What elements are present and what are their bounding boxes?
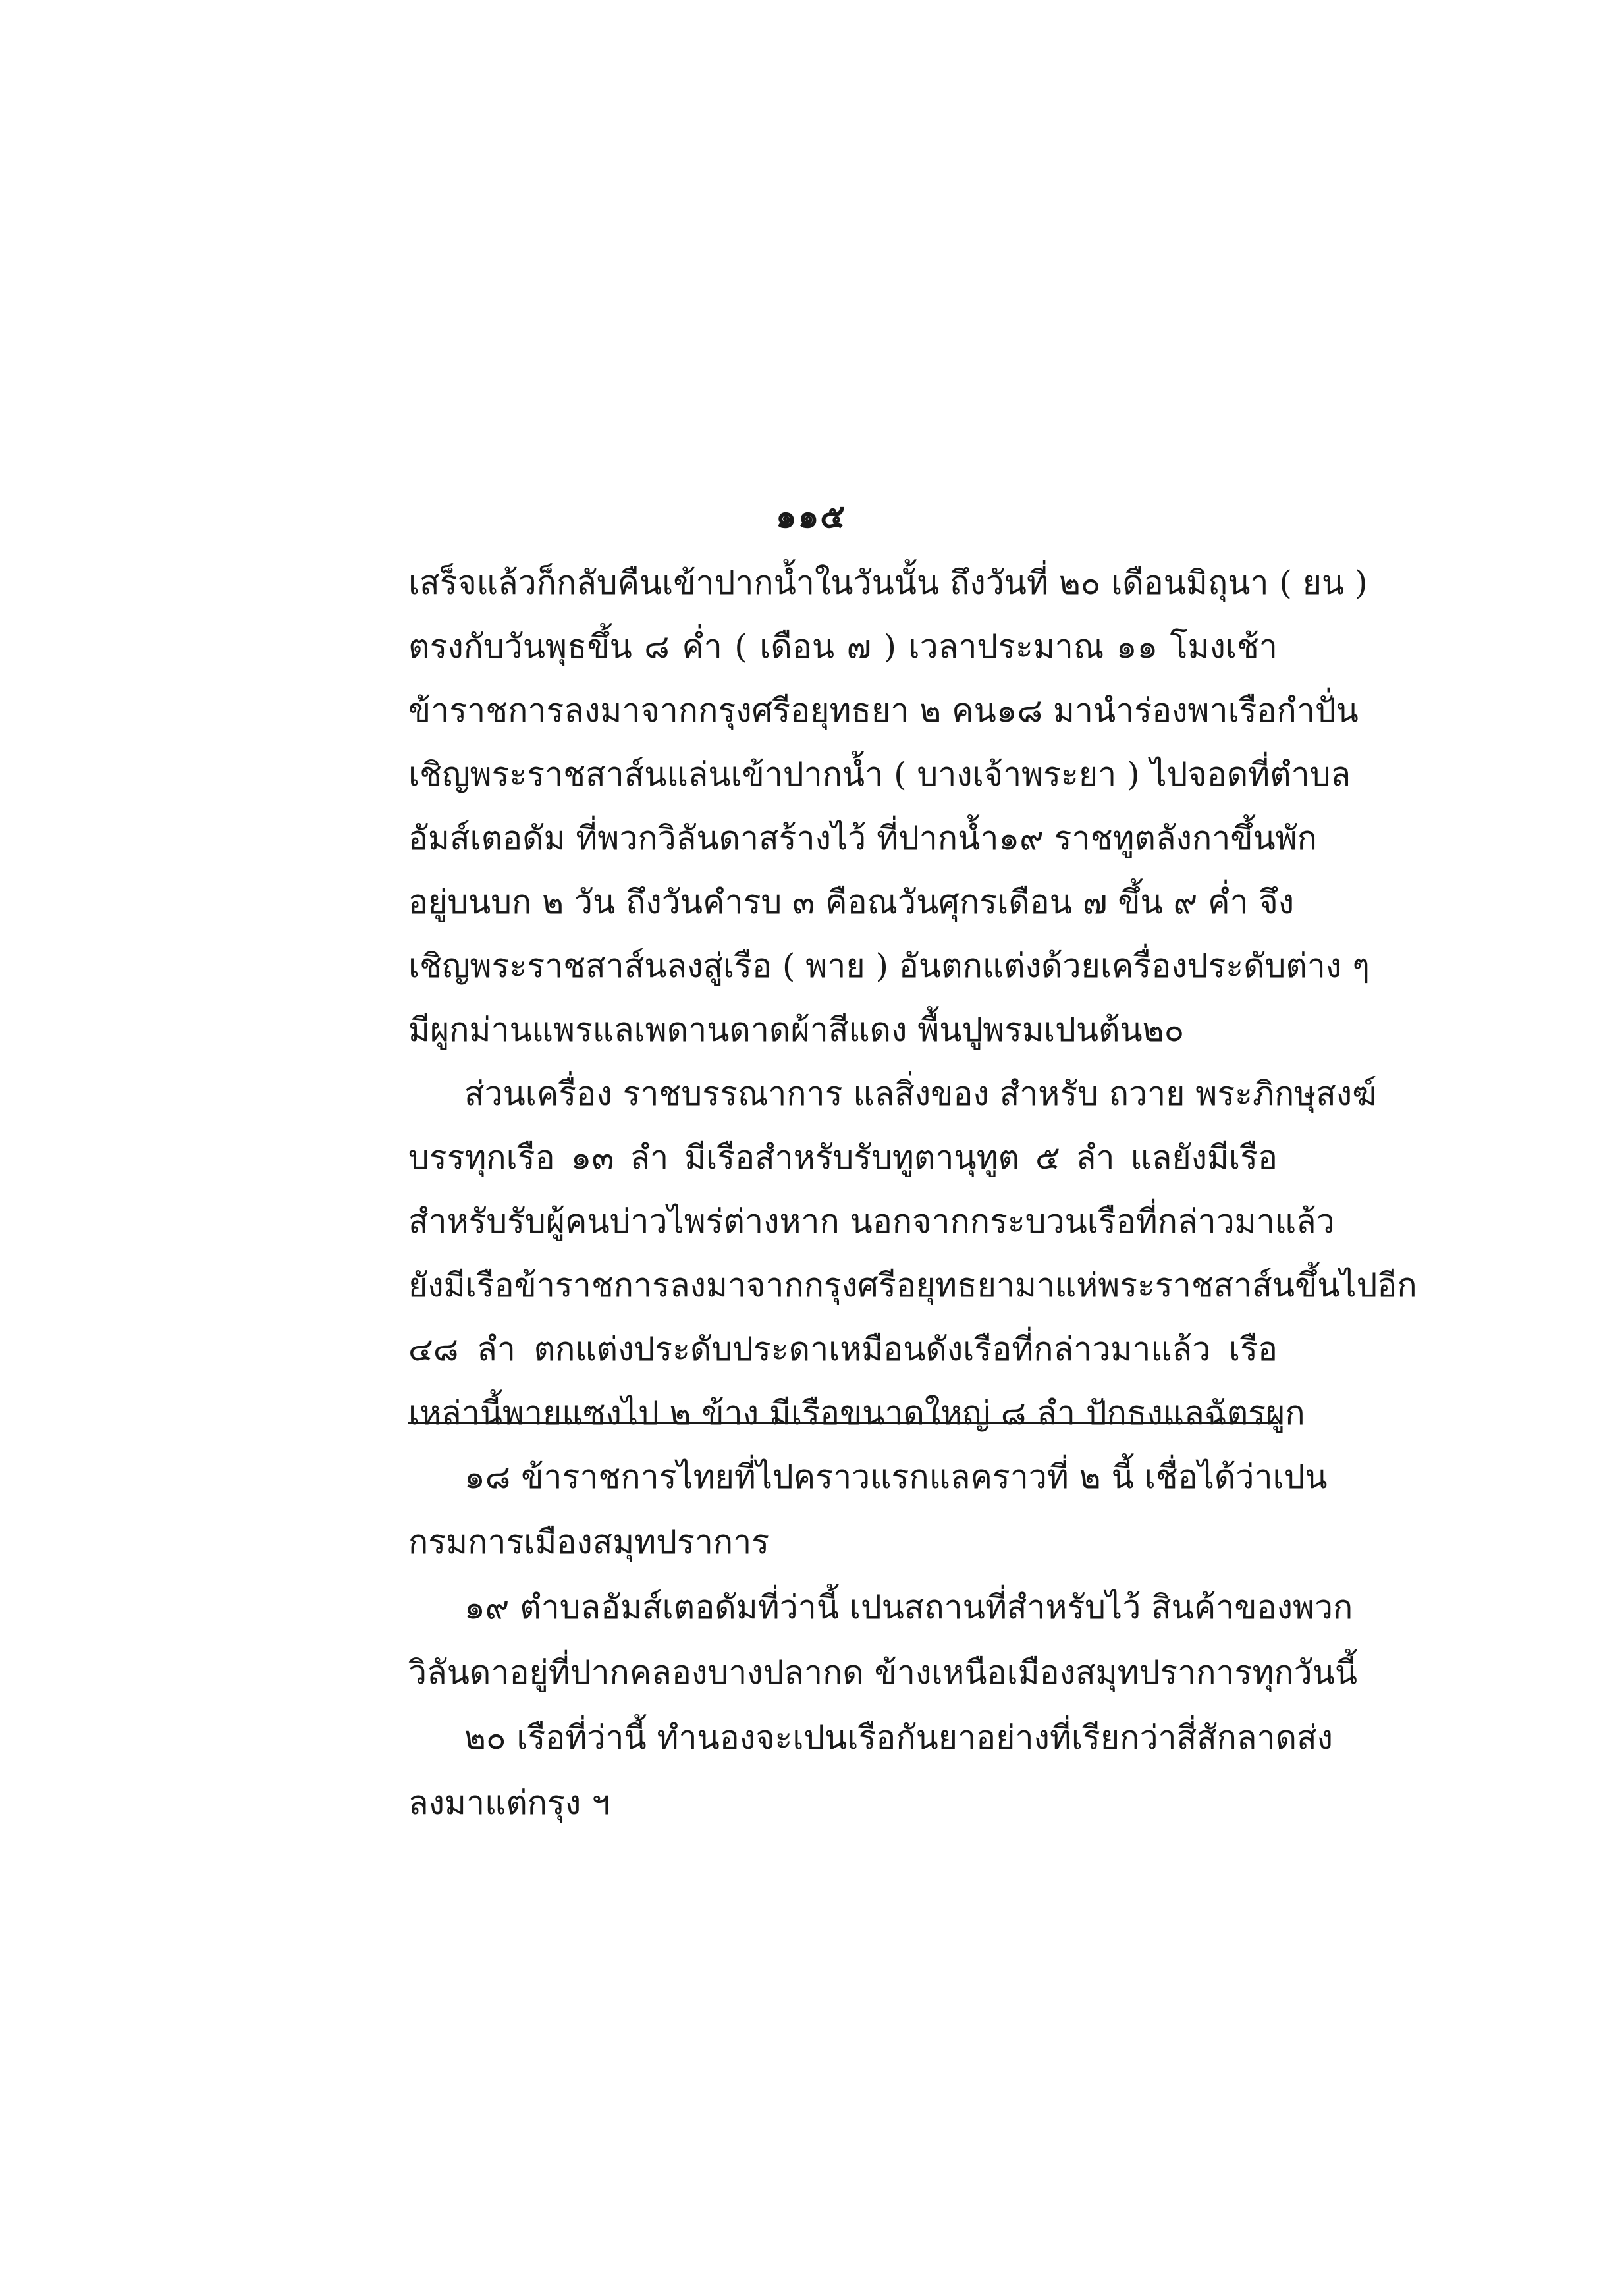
body-line: ส่วนเครื่อง ราชบรรณาการ แลสิ่งของ สำหรับ ถวาย พระภิกษุสงฆ์ [464, 1075, 1377, 1113]
footnote-line: วิลันดาอยู่ที่ปากคลองบางปลากด ข้างเหนือเมืองสมุทปราการทุกวันนี้ [408, 1653, 1358, 1692]
body-line: เชิญพระราชสาส์นแล่นเข้าปากน้ำ ( บางเจ้าพระยา ) ไปจอดที่ตำบล [408, 755, 1351, 793]
body-line: ๔๘ ลำ ตกแต่งประดับประดาเหมือนดังเรือที่กล่าวมาแล้ว เรือ [408, 1330, 1278, 1368]
footnote-line: ๑๘ ข้าราชการไทยที่ไปคราวแรกแลคราวที่ ๒ นี้ เชื่อได้ว่าเปน [464, 1458, 1328, 1496]
body-line: ตรงกับวันพุธขึ้น ๘ ค่ำ ( เดือน ๗ ) เวลาประมาณ ๑๑ โมงเช้า [408, 627, 1278, 666]
body-line: อยู่บนบก ๒ วัน ถึงวันคำรบ ๓ คือณวันศุกรเดือน ๗ ขึ้น ๙ ค่ำ จึง [408, 883, 1295, 921]
body-line: เสร็จแล้วก็กลับคืนเข้าปากน้ำในวันนั้น ถึงวันที่ ๒๐ เดือนมิถุนา ( ยน ) [408, 564, 1368, 602]
footnote-line: กรมการเมืองสมุทปราการ [408, 1523, 770, 1561]
body-line: ข้าราชการลงมาจากกรุงศรีอยุทธยา ๒ คน๑๘ มานำร่องพาเรือกำปั่น [408, 691, 1359, 730]
footnote-line: ลงมาแต่กรุง ฯ [408, 1784, 610, 1822]
footnote-line: ๒๐ เรือที่ว่านี้ ทำนองจะเปนเรือกันยาอย่างที่เรียกว่าสี่สักลาดส่ง [464, 1719, 1334, 1757]
footnote-line: ๑๙ ตำบลอัมส์เตอดัมที่ว่านี้ เปนสถานที่สำหรับไว้ สินค้าของพวก [464, 1588, 1353, 1626]
body-text [408, 564, 1417, 1460]
body-line: อัมส์เตอดัม ที่พวกวิลันดาสร้างไว้ ที่ปากน้ำ๑๙ ราชทูตลังกาขึ้นพัก [408, 819, 1317, 857]
body-line: เชิญพระราชสาส์นลงสู่เรือ ( พาย ) อันตกแต่งด้วยเครื่องประดับต่าง ๆ [408, 947, 1370, 985]
body-line: ยังมีเรือข้าราชการลงมาจากกรุงศรีอยุทธยามาแห่พระราชสาส์นขึ้นไปอีก [408, 1266, 1417, 1304]
body-line: มีผูกม่านแพรแลเพดานดาดผ้าสีแดง พื้นปูพรมเปนต้น๒๐ [408, 1011, 1185, 1049]
body-line: เหล่านี้พายแซงไป ๒ ข้าง มีเรือขนาดใหญ่ ๘ ลำ ปักธงแลฉัตรผูก [408, 1394, 1305, 1432]
page-number: ๑๑๕ [775, 496, 847, 535]
body-line: สำหรับรับผู้คนบ่าวไพร่ต่างหาก นอกจากกระบวนเรือที่กล่าวมาแล้ว [408, 1202, 1335, 1241]
body-line: บรรทุกเรือ ๑๓ ลำ มีเรือสำหรับรับทูตานุทูต ๕ ลำ แลยังมีเรือ [408, 1138, 1278, 1177]
footnote-separator [408, 1422, 1278, 1424]
footnotes [408, 1458, 1358, 1852]
